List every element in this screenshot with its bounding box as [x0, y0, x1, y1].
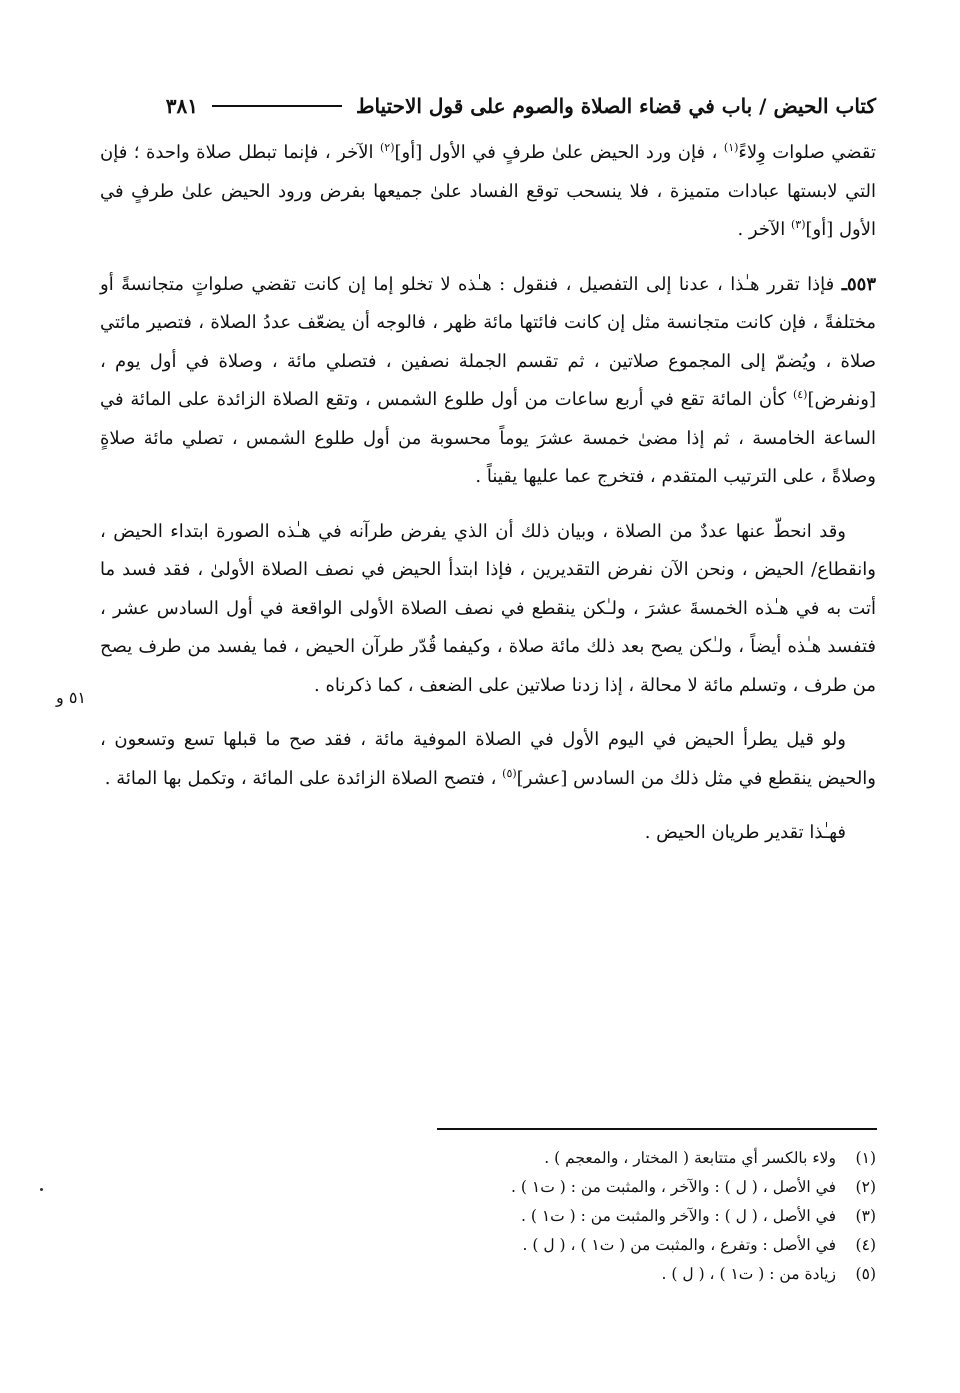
chapter-title: كتاب الحيض / باب في قضاء الصلاة والصوم على قول الاحتياط: [355, 94, 876, 118]
paragraph-number: ٥٥٣ـ: [841, 273, 876, 295]
footnote-text: ولاء بالكسر أي متتابعة ( المختار ، والمعجم ) .: [544, 1149, 836, 1167]
manuscript-folio-note: ٥١ و: [56, 688, 86, 707]
paragraph-553: ٥٥٣ـ فإذا تقرر هـٰذا ، عدنا إلى التفصيل ، فنقول : هـٰذه لا تخلو إما إن كانت تقضي صلواتٍ متجانسةً أو مختلفةً ، فإن كانت متجانسة مثل إن كانت فائتها مائة ظهر ، فالوجه أن يضعّف عددُ الصلاة ، فتصير مائتي صلاة ، ويُضمّ إلى المجموع صلاتين ، ثم تقسم الجملة نصفين ، فتصلي مائة ، وصلاة في أول يوم ، [ونفرض]$^{(٤)}$ كأن المائة تقع في أربع ساعات من أول طلوع الشمس ، وتقع الصلاة الزائدة على المائة في الساعة الخامسة ، ثم إذا مضىٰ خمسة عشرَ يوماً محسوبة من أول طلوع الشمس ، تصلي مائة صلاةٍ وصلاةً ، على الترتيب المتقدم ، فتخرج عما عليها يقيناً .: [100, 273, 876, 487]
paragraph-5: فهـٰذا تقدير طريان الحيض .: [644, 822, 846, 843]
footnote-item: [100, 1231, 876, 1260]
footnote-ref-3[interactable]: (٣): [790, 218, 806, 231]
header-rule: [212, 105, 342, 107]
footnote-ref-1[interactable]: (١): [723, 141, 739, 154]
page-number: ٣٨١: [165, 94, 198, 118]
running-header: [100, 86, 876, 126]
footnote-item: [100, 1144, 876, 1173]
footnote-item: [100, 1260, 876, 1289]
paragraph-3: وقد انحطّ عنها عددٌ من الصلاة ، وبيان ذلك أن الذي يفرض طرآنه في هـٰذه الصورة ابتداء الحيض ، وانقطاع/ الحيض ، ونحن الآن نفرض التقديرين ، فإذا ابتدأ الحيض في نصف الصلاة الأولىٰ ، فقد فسد ما أتت به في هـٰذه الخمسةَ عشرَ ، ولـٰكن ينقطع في نصف الصلاة الأولى الواقعة في أول السادس عشر ، فتفسد هـٰذه أيضاً ، ولـٰكن يصح بعد ذلك مائة صلاة ، وكيفما قُدّر طرآن الحيض ، فما يفسد من طرف يصح من طرف ، وتسلم مائة لا محالة ، إذا زدنا صلاتين على الضعف ، كما ذكرناه .: [100, 520, 876, 696]
paragraph-1: تقضي صلوات وِلاءً$^{(١)}$ ، فإن ورد الحيض علىٰ طرفٍ في الأول [أو]$^{(٢)}$ الآخر ، فإنما تبطل صلاة واحدة ؛ فإن التي لابستها عبادات متميزة ، فلا ينسحب توقع الفساد علىٰ جميعها بفرض ورود الحيض علىٰ طرفٍ في الأول [أو]$^{(٣)}$ الآخر .: [100, 141, 876, 240]
footnote-number: (٤): [855, 1236, 876, 1254]
footnote-number: (١): [855, 1149, 876, 1167]
footnote-text: في الأصل : وتفرع ، والمثبت من ( ت١ ) ، ( ل ) .: [522, 1236, 836, 1254]
paragraph-4: ولو قيل يطرأ الحيض في اليوم الأول في الصلاة الموفية مائة ، فقد صح ما قبلها تسع وتسعون ، والحيض ينقطع في مثل ذلك من السادس [عشر]$^{(٥)}$ ، فتصح الصلاة الزائدة على المائة ، وتكمل بها المائة .: [100, 729, 876, 789]
footnote-item: [100, 1202, 876, 1231]
footnote-ref-5[interactable]: (٥): [502, 766, 517, 780]
footnote-number: (٢): [855, 1178, 876, 1196]
footnote-text: زيادة من : ( ت١ ) ، ( ل ) .: [661, 1265, 836, 1283]
footnote-item: [100, 1173, 876, 1202]
main-text: [100, 134, 876, 853]
footnote-separator: [437, 1128, 877, 1130]
footnote-number: (٥): [855, 1265, 876, 1283]
scan-speck: [40, 1188, 43, 1191]
footnote-text: في الأصل ، ( ل ) : والآخر والمثبت من : ( ت١ ) .: [520, 1207, 836, 1225]
footnotes: [100, 1144, 876, 1289]
footnote-ref-2[interactable]: (٢): [379, 141, 395, 154]
footnote-ref-4[interactable]: (٤): [792, 388, 808, 401]
footnote-number: (٣): [855, 1207, 876, 1225]
footnote-text: في الأصل ، ( ل ) : والآخر ، والمثبت من : ( ت١ ) .: [511, 1178, 836, 1196]
